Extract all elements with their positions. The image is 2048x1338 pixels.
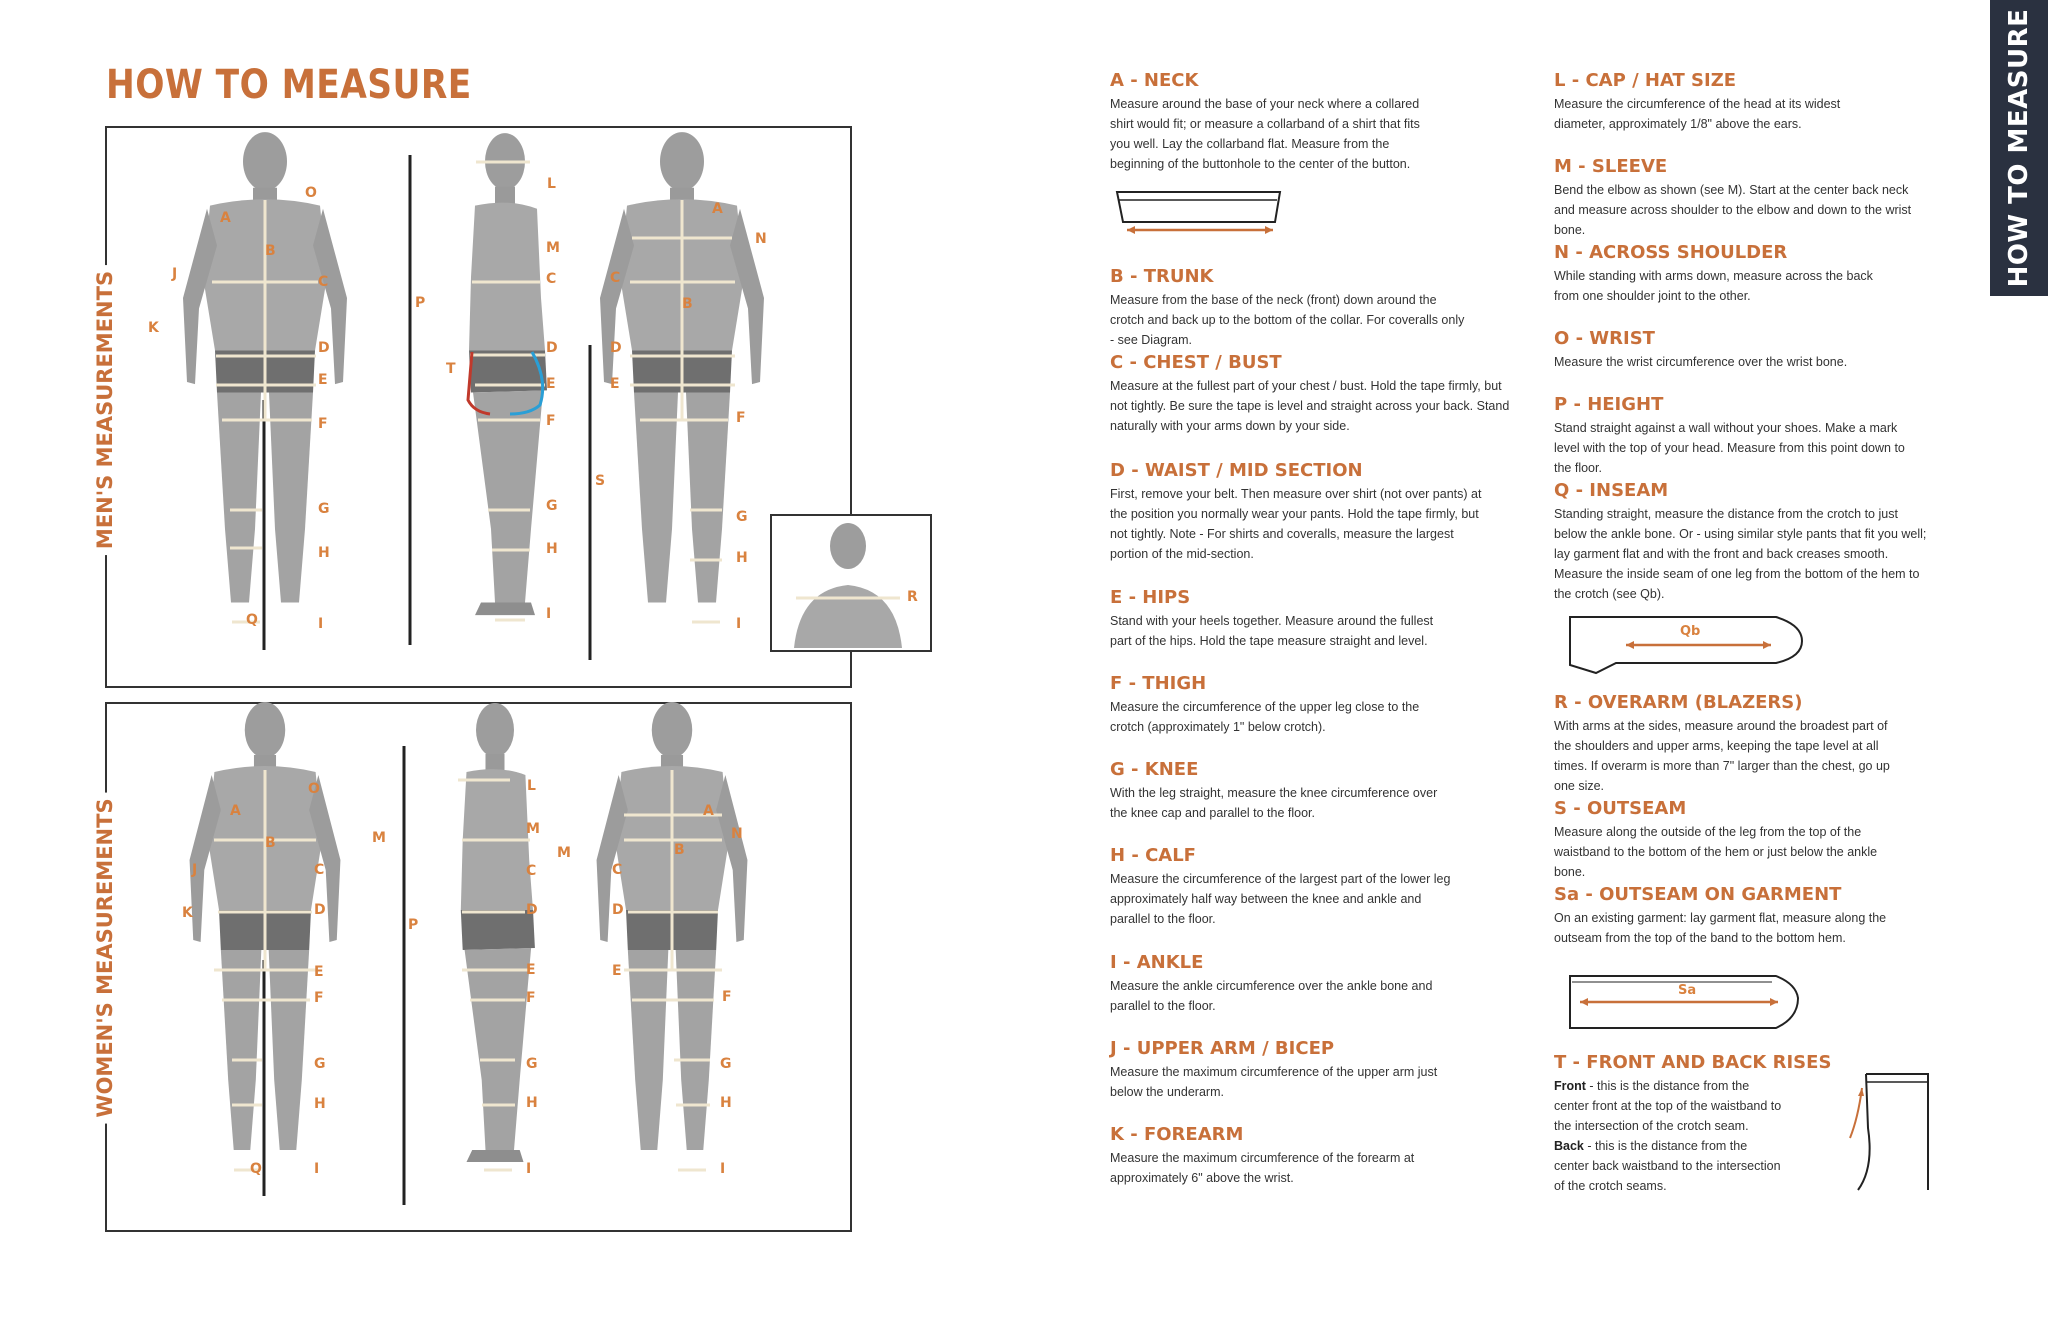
entry-text: Measure around the base of your neck where a collared shirt would fit; or measure a collarband of a shirt that fits you well. Lay the collarband flat. Measure from the beginning of the buttonhole to the center of the button. <box>1110 97 1420 171</box>
fig-label: D <box>314 902 326 918</box>
entry-inseam <box>1554 480 1974 604</box>
fig-label: C <box>546 271 557 287</box>
fig-label: Q <box>250 1161 262 1177</box>
fig-label: F <box>736 410 746 426</box>
entry-heading: L - CAP / HAT SIZE <box>1554 70 1737 91</box>
fig-label: C <box>612 862 623 878</box>
fig-label: I <box>318 616 324 632</box>
fig-label: H <box>314 1096 326 1112</box>
fig-label: P <box>415 295 426 311</box>
fig-label: J <box>192 862 198 878</box>
inset-letter: R <box>907 589 918 605</box>
entry-text: Standing straight, measure the distance from the crotch to just below the ankle bone. Or - using similar style pants that fit you well; lay garment flat and with the front and back creases smooth. Measure the inside seam of one leg from the bottom of the hem to the crotch (see Qb). <box>1554 507 1927 601</box>
entry-heading: M - SLEEVE <box>1554 156 1668 177</box>
fig-label: H <box>736 550 748 566</box>
fig-label: I <box>314 1161 320 1177</box>
fig-label: H <box>546 541 558 557</box>
entry-outseam-garment <box>1554 884 1974 948</box>
fig-label: A <box>712 201 723 217</box>
entry-heading: H - CALF <box>1110 845 1196 866</box>
fig-label: K <box>148 320 159 336</box>
entry-heading: J - UPPER ARM / BICEP <box>1110 1038 1335 1059</box>
fig-label: E <box>526 962 536 978</box>
fig-label: D <box>612 902 624 918</box>
entry-heading: I - ANKLE <box>1110 952 1204 973</box>
entry-chest <box>1110 352 1530 436</box>
fig-label: B <box>265 835 276 851</box>
sa-label: Sa <box>1678 983 1697 998</box>
entry-overarm <box>1554 692 1974 796</box>
fig-label: N <box>731 826 743 842</box>
entry-heading: B - TRUNK <box>1110 266 1214 287</box>
fig-label: B <box>674 842 685 858</box>
entry-outseam <box>1554 798 1974 882</box>
fig-label: D <box>610 340 622 356</box>
fig-label: A <box>220 210 231 226</box>
entry-text: With arms at the sides, measure around the broadest part of the shoulders and upper arms, keeping the tape level at all times. If overarm is more than 7" larger than the chest, go up one size. <box>1554 719 1890 793</box>
entry-knee <box>1110 759 1530 823</box>
fig-label: D <box>318 340 330 356</box>
entry-text: Stand with your heels together. Measure around the fullest part of the hips. Hold the tape measure straight and level. <box>1110 614 1434 648</box>
fig-label: E <box>610 376 620 392</box>
entry-heading: Q - INSEAM <box>1554 480 1669 501</box>
fig-label: O <box>308 781 320 797</box>
entry-heading: N - ACROSS SHOULDER <box>1554 242 1788 263</box>
fig-label: C <box>318 274 329 290</box>
fig-label: G <box>546 498 558 514</box>
entry-heading: C - CHEST / BUST <box>1110 352 1282 373</box>
entry-text: On an existing garment: lay garment flat, measure along the outseam from the top of the band to the bottom hem. <box>1554 911 1887 945</box>
fig-label: F <box>722 989 732 1005</box>
men-side-figure <box>469 133 547 615</box>
fig-label: G <box>314 1056 326 1072</box>
fig-label: F <box>318 416 328 432</box>
fig-label: K <box>182 905 193 921</box>
entry-heading: O - WRIST <box>1554 328 1655 349</box>
entry-forearm <box>1110 1124 1530 1188</box>
rise-diagram <box>1844 1068 1944 1194</box>
entry-text: Stand straight against a wall without your shoes. Make a mark level with the top of your head. Measure from this point down to the floor. <box>1554 421 1905 475</box>
fig-label: N <box>755 231 767 247</box>
fig-label: H <box>526 1095 538 1111</box>
fig-label: I <box>526 1161 532 1177</box>
entry-thigh <box>1110 673 1530 737</box>
women-side-figure <box>461 703 535 1162</box>
fig-label: M <box>546 240 560 256</box>
entry-text-front <box>1554 1076 1784 1136</box>
fig-label: M <box>372 830 386 846</box>
entry-text: Measure the wrist circumference over the wrist bone. <box>1554 355 1848 369</box>
entry-text: Bend the elbow as shown (see M). Start at the center back neck and measure across shoulder to the elbow and down to the wrist bone. <box>1554 183 1912 237</box>
qb-label: Qb <box>1680 624 1701 639</box>
entry-trunk <box>1110 266 1530 350</box>
fig-label: C <box>314 862 325 878</box>
inseam-qb-diagram <box>1566 605 1806 675</box>
fig-label: G <box>720 1056 732 1072</box>
entry-hips <box>1110 587 1530 651</box>
fig-label: T <box>446 361 456 377</box>
entry-heading: T - FRONT AND BACK RISES <box>1554 1052 1832 1073</box>
entry-text-back <box>1554 1136 1784 1196</box>
fig-label: F <box>546 413 556 429</box>
fig-label: A <box>230 803 241 819</box>
front-text: - this is the distance from the center front at the top of the waistband to the intersection of the crotch seam. <box>1554 1079 1782 1133</box>
fig-label: G <box>526 1056 538 1072</box>
fig-label: L <box>547 176 556 192</box>
fig-label: E <box>546 376 556 392</box>
entry-text: While standing with arms down, measure across the back from one shoulder joint to the other. <box>1554 269 1873 303</box>
entry-ankle <box>1110 952 1530 1016</box>
fig-label: M <box>526 821 540 837</box>
entry-waist <box>1110 460 1530 564</box>
page-title: HOW TO MEASURE <box>106 62 472 108</box>
fig-label: J <box>172 266 178 282</box>
entry-text: With the leg straight, measure the knee circumference over the knee cap and parallel to the floor. <box>1110 786 1438 820</box>
entry-across-shoulder <box>1554 242 1974 306</box>
fig-label: M <box>557 845 571 861</box>
entry-heading: G - KNEE <box>1110 759 1199 780</box>
fig-label: S <box>595 473 606 489</box>
fig-label: D <box>526 902 538 918</box>
fig-label: B <box>265 243 276 259</box>
entry-text: Measure from the base of the neck (front) down around the crotch and back up to the bottom of the collar. For coveralls only - see Diagram. <box>1110 293 1465 347</box>
entry-heading: R - OVERARM (BLAZERS) <box>1554 692 1803 713</box>
entry-heading: Sa - OUTSEAM ON GARMENT <box>1554 884 1842 905</box>
entry-text: Measure the ankle circumference over the ankle bone and parallel to the floor. <box>1110 979 1433 1013</box>
fig-label: I <box>546 606 552 622</box>
inset-bust-figure <box>794 523 902 648</box>
fig-label: I <box>720 1161 726 1177</box>
fig-label: L <box>527 778 536 794</box>
entry-text: Measure along the outside of the leg from the top of the waistband to the bottom of the hem or just below the ankle bone. <box>1554 825 1878 879</box>
entry-text: Measure the maximum circumference of the upper arm just below the underarm. <box>1110 1065 1438 1099</box>
fig-label: C <box>526 863 537 879</box>
fig-label: Q <box>246 612 258 628</box>
collarband-diagram <box>1115 182 1285 242</box>
fig-label: O <box>305 185 317 201</box>
entry-heading: E - HIPS <box>1110 587 1191 608</box>
entry-text: Measure at the fullest part of your chest / bust. Hold the tape firmly, but not tightly. Be sure the tape is level and straight across your back. Stand naturally with your arms down by your side. <box>1110 379 1510 433</box>
fig-label: F <box>314 990 324 1006</box>
fig-label: C <box>610 270 621 286</box>
fig-label: D <box>546 340 558 356</box>
entry-text: First, remove your belt. Then measure over shirt (not over pants) at the position you normally wear your pants. Hold the tape firmly, but not tightly. Note - For shirts and coveralls, measure the largest portion of the mid-section. <box>1110 487 1482 561</box>
back-text: - this is the distance from the center back waistband to the intersection of the crotch seams. <box>1554 1139 1781 1193</box>
fig-label: G <box>736 509 748 525</box>
entry-calf <box>1110 845 1530 929</box>
entry-heading: P - HEIGHT <box>1554 394 1664 415</box>
fig-label: F <box>526 990 536 1006</box>
entry-sleeve <box>1554 156 1974 240</box>
fig-label: I <box>736 616 742 632</box>
entry-height <box>1554 394 1974 478</box>
entry-heading: D - WAIST / MID SECTION <box>1110 460 1363 481</box>
fig-label: B <box>682 296 693 312</box>
mens-measurements-label: MEN'S MEASUREMENTS <box>93 265 117 555</box>
entry-heading: S - OUTSEAM <box>1554 798 1687 819</box>
entry-text: Measure the circumference of the upper leg close to the crotch (approximately 1" below crotch). <box>1110 700 1420 734</box>
entry-cap <box>1554 70 1974 134</box>
entry-text: Measure the maximum circumference of the forearm at approximately 6" above the wrist. <box>1110 1151 1415 1185</box>
entry-upper-arm <box>1110 1038 1530 1102</box>
fig-label: H <box>318 545 330 561</box>
outseam-sa-diagram <box>1566 968 1806 1036</box>
fig-label: E <box>612 963 622 979</box>
entry-text: Measure the circumference of the head at its widest diameter, approximately 1/8" above the ears. <box>1554 97 1841 131</box>
back-label: Back <box>1554 1139 1584 1153</box>
front-label: Front <box>1554 1079 1586 1093</box>
fig-label: H <box>720 1095 732 1111</box>
fig-label: E <box>318 372 328 388</box>
entry-neck <box>1110 70 1530 174</box>
fig-label: E <box>314 964 324 980</box>
entry-heading: F - THIGH <box>1110 673 1207 694</box>
side-tab-label: HOW TO MEASURE <box>2004 8 2034 288</box>
entry-text: Measure the circumference of the largest part of the lower leg approximately half way between the knee and ankle and parallel to the floor. <box>1110 872 1451 926</box>
entry-heading: A - NECK <box>1110 70 1199 91</box>
womens-measurements-label: WOMEN'S MEASUREMENTS <box>93 792 117 1123</box>
entry-wrist <box>1554 328 1974 372</box>
fig-label: P <box>408 917 419 933</box>
fig-label: A <box>703 803 714 819</box>
fig-label: G <box>318 501 330 517</box>
entry-heading: K - FOREARM <box>1110 1124 1244 1145</box>
